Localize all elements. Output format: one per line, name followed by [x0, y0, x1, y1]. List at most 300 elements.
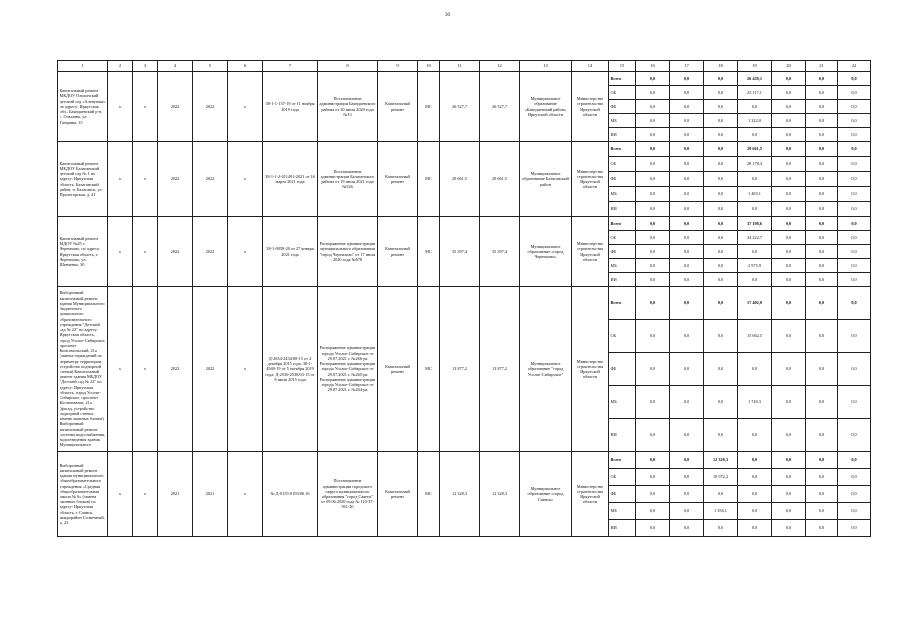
executor: Министерство строительства Иркутской области — [572, 452, 609, 537]
funding-source-label: ФБ — [609, 245, 636, 259]
funding-source-label: ИИ — [609, 128, 636, 142]
column-number: 5 — [193, 61, 228, 72]
finance-value: 0,0 — [806, 452, 838, 469]
finance-value: 0,0 — [772, 72, 806, 86]
end-year: 2022 — [193, 287, 228, 452]
column-number: 19 — [738, 61, 772, 72]
finance-value: 0,0 — [838, 273, 871, 287]
col-2: х — [108, 142, 133, 217]
start-year: 2022 — [158, 72, 193, 142]
finance-value: 0,0 — [704, 187, 738, 202]
finance-value: 0,0 — [772, 217, 806, 231]
work-type: Капитальный ремонт — [378, 287, 418, 452]
finance-value: 0,0 — [670, 486, 704, 503]
finance-value: 0,0 — [806, 100, 838, 114]
finance-value: 0,0 — [636, 114, 670, 128]
col-2: х — [108, 72, 133, 142]
funding-source-label: ИИ — [609, 419, 636, 452]
finance-value: 0,0 — [738, 469, 772, 486]
finance-value: 0,0 — [670, 86, 704, 100]
funding-source-label: ФБ — [609, 100, 636, 114]
finance-value: 17 402,0 — [738, 287, 772, 320]
finance-value: 0,0 — [806, 172, 838, 187]
finance-value: 0,0 — [636, 217, 670, 231]
finance-value: 0,0 — [806, 217, 838, 231]
finance-value: 0,0 — [670, 157, 704, 172]
finance-value: 0,0 — [806, 72, 838, 86]
project-name-text: Капитальный ремонт МКДОУ Балаганский детский сад № 1 по адресу: Иркутская область, Балаганский район, п. Балаганск, ул. Пролетарская, д. 41 — [59, 160, 103, 198]
finance-value: 0,0 — [670, 217, 704, 231]
work-kind: МС — [418, 72, 440, 142]
col-2: х — [108, 452, 133, 537]
finance-value: 0,0 — [772, 172, 806, 187]
finance-value: 0,0 — [704, 259, 738, 273]
finance-value: 0,0 — [636, 157, 670, 172]
finance-value: 0,0 — [838, 142, 871, 157]
finance-value: 0,0 — [772, 386, 806, 419]
finance-value: 0,0 — [806, 231, 838, 245]
finance-value: 0,0 — [838, 100, 871, 114]
funding-source-label: Всего — [609, 287, 636, 320]
column-number: 11 — [440, 61, 480, 72]
funding-source-label: ОБ — [609, 231, 636, 245]
funding-source-label: МБ — [609, 503, 636, 520]
finance-value: 0,0 — [670, 100, 704, 114]
finance-value: 0,0 — [772, 259, 806, 273]
end-year: 2022 — [193, 217, 228, 287]
finance-value: 0,0 — [772, 469, 806, 486]
finance-value: 0,0 — [806, 486, 838, 503]
finance-value: 0,0 — [704, 72, 738, 86]
expertise-conclusion: 38-1-1-2-011491-2021 от 16 марта 2021 года — [263, 142, 318, 217]
funding-source-label: ФБ — [609, 486, 636, 503]
executor: Министерство строительства Иркутской области — [572, 217, 609, 287]
page-number: 30 — [445, 13, 450, 18]
col-3: х — [133, 72, 158, 142]
column-number: 16 — [636, 61, 670, 72]
col-6: х — [228, 72, 263, 142]
decision-document: Постановление администрации Баяндаевского района от 30 июля 2020 года №13 — [318, 72, 378, 142]
column-number: 2 — [108, 61, 133, 72]
column-number: 13 — [520, 61, 572, 72]
finance-value: 0,0 — [772, 231, 806, 245]
column-number: 10 — [418, 61, 440, 72]
finance-value: 0,0 — [704, 128, 738, 142]
finance-value: 0,0 — [636, 72, 670, 86]
project-name-text: Выборочный капитальный ремонт здания Муниципального бюджетного дошкольного образовательного учреждения "Детский сад № 22" по адресу: Иркутская область, город Усолье-Сибирское, проспект Комсомольский, 21а (замена ограждений по периметру территории, устройство подпорной стенки) Капитальный ремонт здания МБДОУ "Детский сад № 22" по адресу: Иркутская область, город Усолье-Сибирское, проспект Космонавтов, 21а (фасад, устройство подпорной стенки, замена оконных блоков) Выборочный капитальный ремонт системы водоснабжения, водоотведения здания Муниципального — [59, 290, 106, 448]
remaining-cost: 29 661,5 — [480, 142, 520, 217]
decision-document: Распоряжение администрации муниципального образования "город Черемхово" от 17 июля 2020 года №678 — [318, 217, 378, 287]
finance-value: 0,0 — [838, 172, 871, 187]
estimated-cost: 35 397,4 — [440, 217, 480, 287]
finance-value: 0,0 — [838, 231, 871, 245]
executor: Министерство строительства Иркутской области — [572, 142, 609, 217]
finance-value: 0,0 — [838, 86, 871, 100]
finance-value: 0,0 — [806, 142, 838, 157]
column-number: 17 — [670, 61, 704, 72]
municipality: Муниципальное образование «город Черемхово» — [520, 217, 572, 287]
finance-value: 0,0 — [838, 202, 871, 217]
municipality: Муниципальное образование "город Усолье-Сибирское" — [520, 287, 572, 452]
funding-source-label: ОБ — [609, 157, 636, 172]
finance-value: 0,0 — [772, 520, 806, 537]
finance-value: 0,0 — [838, 386, 871, 419]
finance-value: 0,0 — [738, 100, 772, 114]
finance-value: 0,0 — [738, 245, 772, 259]
remaining-cost: 12 328,3 — [480, 452, 520, 537]
finance-value: 0,0 — [636, 287, 670, 320]
finance-value: 0,0 — [636, 486, 670, 503]
project-name — [58, 72, 108, 142]
funding-source-label: Всего — [609, 142, 636, 157]
finance-value: 0,0 — [670, 419, 704, 452]
col-2: х — [108, 287, 133, 452]
work-type: Капитальный ремонт — [378, 142, 418, 217]
project-name-text: Капитальный ремонт МДОУ №45 г. Черемхово, по адресу: Иркутская область, г. Черемхово, ул. Шевченко, 30 — [59, 235, 101, 267]
column-number: 20 — [772, 61, 806, 72]
col-2: х — [108, 217, 133, 287]
column-number: 18 — [704, 61, 738, 72]
col-6: х — [228, 142, 263, 217]
finance-value: 0,0 — [636, 231, 670, 245]
finance-value: 0,0 — [738, 128, 772, 142]
decision-document: Постановление администрации городского округа муниципального образования "город Саянск" от 09.06.2020 года № 110-37-561-20 — [318, 452, 378, 537]
finance-value: 25 117,1 — [738, 86, 772, 100]
finance-value: 0,0 — [636, 86, 670, 100]
finance-value: 1 740,3 — [738, 386, 772, 419]
finance-value: 26 439,1 — [738, 72, 772, 86]
finance-value: 0,0 — [806, 469, 838, 486]
finance-value: 0,0 — [636, 273, 670, 287]
funding-source-label: МБ — [609, 386, 636, 419]
finance-value: 0,0 — [806, 386, 838, 419]
estimated-cost: 29 661,5 — [440, 142, 480, 217]
finance-value: 0,0 — [636, 469, 670, 486]
finance-value: 1 483,1 — [738, 187, 772, 202]
finance-value: 0,0 — [670, 231, 704, 245]
finance-value: 0,0 — [636, 128, 670, 142]
finance-value: 28 178,4 — [738, 157, 772, 172]
finance-value: 0,0 — [636, 520, 670, 537]
finance-value: 0,0 — [806, 259, 838, 273]
finance-value: 0,0 — [704, 202, 738, 217]
finance-value: 0,0 — [838, 503, 871, 520]
finance-value: 0,0 — [772, 86, 806, 100]
work-kind: МС — [418, 217, 440, 287]
finance-value: 10 972,2 — [704, 469, 738, 486]
finance-value: 0,0 — [772, 245, 806, 259]
expertise-conclusion: 38-1-1-137-19 от 11 ноября 2019 года — [263, 72, 318, 142]
work-type: Капитальный ремонт — [378, 217, 418, 287]
work-kind: МС — [418, 142, 440, 217]
finance-value: 0,0 — [670, 259, 704, 273]
finance-value: 0,0 — [806, 114, 838, 128]
finance-value: 0,0 — [636, 172, 670, 187]
funding-source-label: ИИ — [609, 202, 636, 217]
finance-value: 0,0 — [806, 287, 838, 320]
start-year: 2022 — [158, 287, 193, 452]
finance-value: 0,0 — [704, 486, 738, 503]
funding-source-label: МБ — [609, 114, 636, 128]
finance-value: 0,0 — [838, 469, 871, 486]
finance-value: 1 356,1 — [704, 503, 738, 520]
finance-value: 0,0 — [738, 273, 772, 287]
project-name-text: Капитальный ремонт МКДОУ Ольхонский детский сад «Аленушка» по адресу: Иркутская обл., Баяндаевский р-н, с. Ольхоны, ул. Гагарина, 15 — [59, 88, 106, 125]
project-name — [58, 142, 108, 217]
finance-value: 0,0 — [670, 452, 704, 469]
finance-value: 0,0 — [772, 128, 806, 142]
finance-value: 0,0 — [636, 245, 670, 259]
work-type: Капитальный ремонт — [378, 72, 418, 142]
funding-source-label: ФБ — [609, 353, 636, 386]
finance-value: 0,0 — [704, 386, 738, 419]
finance-value: 0,0 — [704, 287, 738, 320]
decision-document: Постановление администрации Балаганского района от 19 июля 2021 года №526 — [318, 142, 378, 217]
expertise-conclusion: 38-1-0058-20 от 27 января 2021 года — [263, 217, 318, 287]
expertise-conclusion: Д-2834-2434/08-15 от 2 декабря 2015 года; 38-1-4948-19 от 5 октября 2019 года; Д-2536-2538/03-15 от 8 июля 2015 года — [263, 287, 318, 452]
project-row — [58, 452, 871, 469]
finance-value: 0,0 — [670, 386, 704, 419]
col-6: х — [228, 452, 263, 537]
expertise-conclusion: № Д-0155-0193/06.16 — [263, 452, 318, 537]
finance-value: 0,0 — [670, 287, 704, 320]
finance-value: 34 222,7 — [738, 231, 772, 245]
funding-source-label: ОБ — [609, 469, 636, 486]
finance-value: 0,0 — [704, 217, 738, 231]
finance-value: 0,0 — [704, 273, 738, 287]
funding-source-label: ФБ — [609, 172, 636, 187]
finance-value: 0,0 — [772, 100, 806, 114]
remaining-cost: 26 527,7 — [480, 72, 520, 142]
executor: Министерство строительства Иркутской области — [572, 72, 609, 142]
finance-value: 0,0 — [670, 273, 704, 287]
finance-value: 0,0 — [838, 72, 871, 86]
finance-value: 0,0 — [704, 114, 738, 128]
remaining-cost: 13 877,2 — [480, 287, 520, 452]
finance-value: 0,0 — [636, 386, 670, 419]
finance-value: 0,0 — [636, 142, 670, 157]
finance-value: 0,0 — [636, 202, 670, 217]
project-row — [58, 217, 871, 231]
finance-value: 0,0 — [772, 142, 806, 157]
finance-value: 0,0 — [704, 86, 738, 100]
finance-value: 0,0 — [772, 419, 806, 452]
municipality: Муниципальное образование «город Саянск» — [520, 452, 572, 537]
finance-value: 0,0 — [670, 353, 704, 386]
finance-value: 0,0 — [670, 503, 704, 520]
finance-value: 0,0 — [704, 100, 738, 114]
finance-value: 0,0 — [838, 353, 871, 386]
funding-source-label: ИИ — [609, 520, 636, 537]
finance-value: 0,0 — [738, 353, 772, 386]
finance-value: 0,0 — [670, 320, 704, 353]
finance-value: 0,0 — [806, 157, 838, 172]
finance-value: 0,0 — [772, 320, 806, 353]
finance-value: 0,0 — [670, 245, 704, 259]
finance-value: 0,0 — [838, 259, 871, 273]
finance-value: 0,0 — [838, 187, 871, 202]
project-row — [58, 72, 871, 86]
start-year: 2021 — [158, 452, 193, 537]
project-name — [58, 287, 108, 452]
finance-value: 0,0 — [838, 320, 871, 353]
finance-value: 0,0 — [772, 486, 806, 503]
funding-source-label: МБ — [609, 187, 636, 202]
investment-table — [57, 60, 871, 537]
remaining-cost: 35 397,4 — [480, 217, 520, 287]
finance-value: 0,0 — [738, 172, 772, 187]
finance-value: 0,0 — [636, 452, 670, 469]
funding-source-label: Всего — [609, 217, 636, 231]
finance-value: 0,0 — [806, 128, 838, 142]
municipality: Муниципальное образование «Баяндаевский район» Иркутской области — [520, 72, 572, 142]
finance-value: 0,0 — [670, 114, 704, 128]
col-3: х — [133, 217, 158, 287]
finance-value: 0,0 — [838, 520, 871, 537]
estimated-cost: 26 527,7 — [440, 72, 480, 142]
funding-source-label: Всего — [609, 72, 636, 86]
project-name — [58, 217, 108, 287]
finance-value: 0,0 — [636, 259, 670, 273]
finance-value: 0,0 — [838, 419, 871, 452]
finance-value: 0,0 — [772, 114, 806, 128]
finance-value: 0,0 — [704, 520, 738, 537]
end-year: 2021 — [193, 452, 228, 537]
finance-value: 15 662,5 — [738, 320, 772, 353]
finance-value: 0,0 — [704, 320, 738, 353]
finance-value: 0,0 — [806, 353, 838, 386]
column-number: 9 — [378, 61, 418, 72]
finance-value: 0,0 — [772, 187, 806, 202]
finance-value: 0,0 — [806, 320, 838, 353]
finance-value: 0,0 — [636, 320, 670, 353]
finance-value: 0,0 — [806, 187, 838, 202]
finance-value: 0,0 — [670, 172, 704, 187]
finance-value: 0,0 — [806, 503, 838, 520]
finance-value: 0,0 — [806, 419, 838, 452]
work-kind: МС — [418, 452, 440, 537]
finance-value: 0,0 — [704, 142, 738, 157]
finance-value: 0,0 — [738, 419, 772, 452]
finance-value: 0,0 — [670, 128, 704, 142]
finance-value: 0,0 — [838, 287, 871, 320]
work-kind: МС — [418, 287, 440, 452]
finance-value: 0,0 — [704, 245, 738, 259]
col-3: х — [133, 452, 158, 537]
finance-value: 0,0 — [772, 273, 806, 287]
finance-value: 0,0 — [806, 245, 838, 259]
finance-value: 0,0 — [670, 72, 704, 86]
estimated-cost: 13 877,2 — [440, 287, 480, 452]
finance-value: 0,0 — [704, 231, 738, 245]
start-year: 2022 — [158, 142, 193, 217]
finance-value: 0,0 — [806, 202, 838, 217]
column-number: 21 — [806, 61, 838, 72]
finance-value: 0,0 — [838, 217, 871, 231]
finance-value: 0,0 — [738, 202, 772, 217]
finance-value: 0,0 — [772, 452, 806, 469]
column-number: 7 — [263, 61, 318, 72]
finance-value: 0,0 — [838, 245, 871, 259]
funding-source-label: ИИ — [609, 273, 636, 287]
finance-value: 0,0 — [738, 452, 772, 469]
finance-value: 0,0 — [838, 157, 871, 172]
project-row — [58, 142, 871, 157]
finance-value: 0,0 — [838, 114, 871, 128]
end-year: 2022 — [193, 142, 228, 217]
column-number: 1 — [58, 61, 108, 72]
funding-source-label: Всего — [609, 452, 636, 469]
col-3: х — [133, 142, 158, 217]
finance-value: 29 661,5 — [738, 142, 772, 157]
finance-value: 0,0 — [670, 202, 704, 217]
finance-value: 0,0 — [772, 157, 806, 172]
start-year: 2022 — [158, 217, 193, 287]
finance-value: 2 975,9 — [738, 259, 772, 273]
finance-value: 0,0 — [772, 287, 806, 320]
municipality: Муниципальное образование Балаганский район — [520, 142, 572, 217]
funding-source-label: МБ — [609, 259, 636, 273]
finance-value: 0,0 — [636, 503, 670, 520]
column-number: 22 — [838, 61, 871, 72]
executor: Министерство строительства Иркутской области — [572, 287, 609, 452]
column-number: 8 — [318, 61, 378, 72]
finance-value: 37 198,6 — [738, 217, 772, 231]
finance-value: 0,0 — [636, 419, 670, 452]
finance-value: 0,0 — [772, 353, 806, 386]
finance-value: 0,0 — [772, 503, 806, 520]
finance-value: 0,0 — [704, 353, 738, 386]
column-number: 3 — [133, 61, 158, 72]
header-row — [58, 61, 871, 72]
column-number: 14 — [572, 61, 609, 72]
col-6: х — [228, 217, 263, 287]
finance-value: 0,0 — [704, 172, 738, 187]
finance-value: 0,0 — [838, 452, 871, 469]
finance-value: 0,0 — [636, 187, 670, 202]
col-6: х — [228, 287, 263, 452]
finance-value: 0,0 — [806, 520, 838, 537]
finance-value: 0,0 — [636, 353, 670, 386]
finance-value: 0,0 — [670, 469, 704, 486]
column-number: 12 — [480, 61, 520, 72]
end-year: 2022 — [193, 72, 228, 142]
finance-value: 0,0 — [772, 202, 806, 217]
project-name-text: Выборочный капитальный ремонт здания муниципального общеобразовательного учреждения «Средняя общеобразовательная школа № 6» (замена оконных блоков) по адресу: Иркутская область, г. Саянск, микрорайон Солнечный, д. 23 — [59, 462, 105, 526]
column-number: 15 — [609, 61, 636, 72]
estimated-cost: 12 328,3 — [440, 452, 480, 537]
finance-value: 0,0 — [838, 486, 871, 503]
finance-value: 0,0 — [738, 486, 772, 503]
finance-value: 0,0 — [636, 100, 670, 114]
decision-document: Распоряжение администрации города Усолье-Сибирское от 29.07.2021 г. №266-ра Распоряжение администрации города Усолье-Сибирское от 29.07.2021 г. №265-ра Распоряжение администрации города Усолье-Сибирское от 29.07.2021 г. №264-ра — [318, 287, 378, 452]
col-3: х — [133, 287, 158, 452]
project-row — [58, 287, 871, 320]
funding-source-label: ОБ — [609, 86, 636, 100]
finance-value: 1 322,0 — [738, 114, 772, 128]
finance-value: 0,0 — [704, 419, 738, 452]
finance-value: 0,0 — [738, 520, 772, 537]
column-number: 6 — [228, 61, 263, 72]
funding-source-label: ОБ — [609, 320, 636, 353]
finance-value: 12 328,3 — [704, 452, 738, 469]
finance-value: 0,0 — [670, 187, 704, 202]
finance-value: 0,0 — [738, 503, 772, 520]
finance-value: 0,0 — [704, 157, 738, 172]
finance-value: 0,0 — [670, 142, 704, 157]
finance-value: 0,0 — [806, 273, 838, 287]
project-name — [58, 452, 108, 537]
